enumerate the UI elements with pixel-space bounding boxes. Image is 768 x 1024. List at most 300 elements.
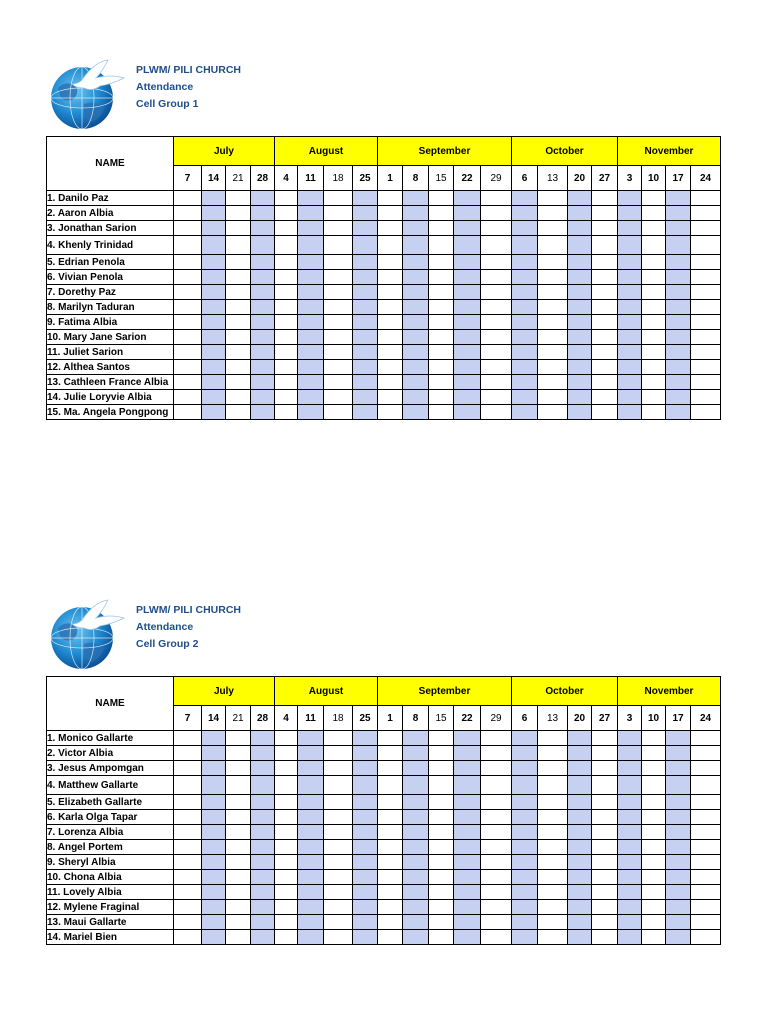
attendance-cell[interactable] bbox=[202, 915, 226, 930]
attendance-cell[interactable] bbox=[592, 930, 618, 945]
attendance-cell[interactable] bbox=[251, 255, 275, 270]
attendance-cell[interactable] bbox=[226, 255, 251, 270]
attendance-cell[interactable] bbox=[538, 915, 568, 930]
attendance-cell[interactable] bbox=[666, 746, 691, 761]
attendance-cell[interactable] bbox=[454, 761, 481, 776]
attendance-cell[interactable] bbox=[538, 855, 568, 870]
attendance-cell[interactable] bbox=[324, 885, 353, 900]
attendance-cell[interactable] bbox=[275, 405, 298, 420]
attendance-cell[interactable] bbox=[324, 221, 353, 236]
attendance-cell[interactable] bbox=[512, 345, 538, 360]
attendance-cell[interactable] bbox=[251, 206, 275, 221]
attendance-cell[interactable] bbox=[592, 285, 618, 300]
attendance-cell[interactable] bbox=[666, 191, 691, 206]
attendance-cell[interactable] bbox=[481, 206, 512, 221]
attendance-cell[interactable] bbox=[429, 731, 454, 746]
attendance-cell[interactable] bbox=[618, 870, 642, 885]
attendance-cell[interactable] bbox=[568, 285, 592, 300]
attendance-cell[interactable] bbox=[481, 236, 512, 255]
attendance-cell[interactable] bbox=[642, 795, 666, 810]
attendance-cell[interactable] bbox=[298, 840, 324, 855]
attendance-cell[interactable] bbox=[353, 855, 378, 870]
attendance-cell[interactable] bbox=[378, 405, 403, 420]
attendance-cell[interactable] bbox=[378, 825, 403, 840]
attendance-cell[interactable] bbox=[226, 855, 251, 870]
attendance-cell[interactable] bbox=[429, 405, 454, 420]
attendance-cell[interactable] bbox=[251, 300, 275, 315]
attendance-cell[interactable] bbox=[429, 390, 454, 405]
attendance-cell[interactable] bbox=[353, 915, 378, 930]
attendance-cell[interactable] bbox=[512, 761, 538, 776]
attendance-cell[interactable] bbox=[691, 390, 721, 405]
attendance-cell[interactable] bbox=[642, 900, 666, 915]
attendance-cell[interactable] bbox=[429, 915, 454, 930]
attendance-cell[interactable] bbox=[538, 900, 568, 915]
attendance-cell[interactable] bbox=[454, 390, 481, 405]
attendance-cell[interactable] bbox=[592, 236, 618, 255]
attendance-cell[interactable] bbox=[568, 840, 592, 855]
attendance-cell[interactable] bbox=[666, 885, 691, 900]
attendance-cell[interactable] bbox=[353, 795, 378, 810]
attendance-cell[interactable] bbox=[568, 930, 592, 945]
attendance-cell[interactable] bbox=[568, 855, 592, 870]
attendance-cell[interactable] bbox=[378, 930, 403, 945]
attendance-cell[interactable] bbox=[226, 285, 251, 300]
attendance-cell[interactable] bbox=[691, 375, 721, 390]
attendance-cell[interactable] bbox=[275, 885, 298, 900]
attendance-cell[interactable] bbox=[378, 206, 403, 221]
attendance-cell[interactable] bbox=[666, 360, 691, 375]
attendance-cell[interactable] bbox=[353, 206, 378, 221]
attendance-cell[interactable] bbox=[538, 795, 568, 810]
attendance-cell[interactable] bbox=[512, 330, 538, 345]
attendance-cell[interactable] bbox=[403, 360, 429, 375]
attendance-cell[interactable] bbox=[275, 255, 298, 270]
attendance-cell[interactable] bbox=[403, 405, 429, 420]
attendance-cell[interactable] bbox=[481, 915, 512, 930]
attendance-cell[interactable] bbox=[454, 746, 481, 761]
attendance-cell[interactable] bbox=[538, 285, 568, 300]
attendance-cell[interactable] bbox=[666, 300, 691, 315]
attendance-cell[interactable] bbox=[666, 795, 691, 810]
attendance-cell[interactable] bbox=[275, 221, 298, 236]
attendance-cell[interactable] bbox=[512, 915, 538, 930]
attendance-cell[interactable] bbox=[666, 900, 691, 915]
attendance-cell[interactable] bbox=[429, 900, 454, 915]
attendance-cell[interactable] bbox=[403, 870, 429, 885]
attendance-cell[interactable] bbox=[429, 761, 454, 776]
attendance-cell[interactable] bbox=[429, 810, 454, 825]
attendance-cell[interactable] bbox=[226, 360, 251, 375]
attendance-cell[interactable] bbox=[174, 795, 202, 810]
attendance-cell[interactable] bbox=[298, 221, 324, 236]
attendance-cell[interactable] bbox=[353, 330, 378, 345]
attendance-cell[interactable] bbox=[642, 270, 666, 285]
attendance-cell[interactable] bbox=[538, 825, 568, 840]
attendance-cell[interactable] bbox=[353, 825, 378, 840]
attendance-cell[interactable] bbox=[174, 285, 202, 300]
attendance-cell[interactable] bbox=[592, 315, 618, 330]
attendance-cell[interactable] bbox=[691, 776, 721, 795]
attendance-cell[interactable] bbox=[353, 810, 378, 825]
attendance-cell[interactable] bbox=[481, 345, 512, 360]
attendance-cell[interactable] bbox=[454, 315, 481, 330]
attendance-cell[interactable] bbox=[538, 731, 568, 746]
attendance-cell[interactable] bbox=[403, 315, 429, 330]
attendance-cell[interactable] bbox=[592, 375, 618, 390]
attendance-cell[interactable] bbox=[429, 840, 454, 855]
attendance-cell[interactable] bbox=[298, 915, 324, 930]
attendance-cell[interactable] bbox=[353, 221, 378, 236]
attendance-cell[interactable] bbox=[512, 900, 538, 915]
attendance-cell[interactable] bbox=[512, 825, 538, 840]
attendance-cell[interactable] bbox=[324, 206, 353, 221]
attendance-cell[interactable] bbox=[324, 330, 353, 345]
attendance-cell[interactable] bbox=[324, 795, 353, 810]
attendance-cell[interactable] bbox=[691, 191, 721, 206]
attendance-cell[interactable] bbox=[378, 221, 403, 236]
attendance-cell[interactable] bbox=[568, 900, 592, 915]
attendance-cell[interactable] bbox=[174, 870, 202, 885]
attendance-cell[interactable] bbox=[481, 191, 512, 206]
attendance-cell[interactable] bbox=[642, 285, 666, 300]
attendance-cell[interactable] bbox=[275, 270, 298, 285]
attendance-cell[interactable] bbox=[226, 330, 251, 345]
attendance-cell[interactable] bbox=[538, 345, 568, 360]
attendance-cell[interactable] bbox=[324, 810, 353, 825]
attendance-cell[interactable] bbox=[353, 285, 378, 300]
attendance-cell[interactable] bbox=[174, 221, 202, 236]
attendance-cell[interactable] bbox=[202, 795, 226, 810]
attendance-cell[interactable] bbox=[666, 776, 691, 795]
attendance-cell[interactable] bbox=[512, 191, 538, 206]
attendance-cell[interactable] bbox=[378, 191, 403, 206]
attendance-cell[interactable] bbox=[251, 191, 275, 206]
attendance-cell[interactable] bbox=[275, 345, 298, 360]
attendance-cell[interactable] bbox=[568, 776, 592, 795]
attendance-cell[interactable] bbox=[226, 300, 251, 315]
attendance-cell[interactable] bbox=[691, 330, 721, 345]
attendance-cell[interactable] bbox=[642, 810, 666, 825]
attendance-cell[interactable] bbox=[324, 746, 353, 761]
attendance-cell[interactable] bbox=[226, 885, 251, 900]
attendance-cell[interactable] bbox=[251, 930, 275, 945]
attendance-cell[interactable] bbox=[353, 270, 378, 285]
attendance-cell[interactable] bbox=[324, 405, 353, 420]
attendance-cell[interactable] bbox=[642, 930, 666, 945]
attendance-cell[interactable] bbox=[251, 390, 275, 405]
attendance-cell[interactable] bbox=[592, 255, 618, 270]
attendance-cell[interactable] bbox=[512, 405, 538, 420]
attendance-cell[interactable] bbox=[454, 300, 481, 315]
attendance-cell[interactable] bbox=[454, 375, 481, 390]
attendance-cell[interactable] bbox=[324, 270, 353, 285]
attendance-cell[interactable] bbox=[226, 270, 251, 285]
attendance-cell[interactable] bbox=[378, 855, 403, 870]
attendance-cell[interactable] bbox=[538, 270, 568, 285]
attendance-cell[interactable] bbox=[403, 885, 429, 900]
attendance-cell[interactable] bbox=[202, 315, 226, 330]
attendance-cell[interactable] bbox=[538, 221, 568, 236]
attendance-cell[interactable] bbox=[202, 840, 226, 855]
attendance-cell[interactable] bbox=[481, 390, 512, 405]
attendance-cell[interactable] bbox=[202, 390, 226, 405]
attendance-cell[interactable] bbox=[512, 930, 538, 945]
attendance-cell[interactable] bbox=[538, 870, 568, 885]
attendance-cell[interactable] bbox=[618, 915, 642, 930]
attendance-cell[interactable] bbox=[378, 315, 403, 330]
attendance-cell[interactable] bbox=[618, 315, 642, 330]
attendance-cell[interactable] bbox=[429, 776, 454, 795]
attendance-cell[interactable] bbox=[251, 270, 275, 285]
attendance-cell[interactable] bbox=[592, 731, 618, 746]
attendance-cell[interactable] bbox=[378, 270, 403, 285]
attendance-cell[interactable] bbox=[666, 930, 691, 945]
attendance-cell[interactable] bbox=[538, 746, 568, 761]
attendance-cell[interactable] bbox=[202, 285, 226, 300]
attendance-cell[interactable] bbox=[481, 285, 512, 300]
attendance-cell[interactable] bbox=[251, 405, 275, 420]
attendance-cell[interactable] bbox=[202, 761, 226, 776]
attendance-cell[interactable] bbox=[324, 255, 353, 270]
attendance-cell[interactable] bbox=[298, 810, 324, 825]
attendance-cell[interactable] bbox=[568, 885, 592, 900]
attendance-cell[interactable] bbox=[226, 191, 251, 206]
attendance-cell[interactable] bbox=[538, 840, 568, 855]
attendance-cell[interactable] bbox=[174, 776, 202, 795]
attendance-cell[interactable] bbox=[353, 390, 378, 405]
attendance-cell[interactable] bbox=[618, 300, 642, 315]
attendance-cell[interactable] bbox=[353, 930, 378, 945]
attendance-cell[interactable] bbox=[691, 795, 721, 810]
attendance-cell[interactable] bbox=[378, 285, 403, 300]
attendance-cell[interactable] bbox=[174, 930, 202, 945]
attendance-cell[interactable] bbox=[666, 855, 691, 870]
attendance-cell[interactable] bbox=[538, 206, 568, 221]
attendance-cell[interactable] bbox=[642, 221, 666, 236]
attendance-cell[interactable] bbox=[403, 795, 429, 810]
attendance-cell[interactable] bbox=[666, 915, 691, 930]
attendance-cell[interactable] bbox=[481, 930, 512, 945]
attendance-cell[interactable] bbox=[174, 191, 202, 206]
attendance-cell[interactable] bbox=[592, 360, 618, 375]
attendance-cell[interactable] bbox=[592, 221, 618, 236]
attendance-cell[interactable] bbox=[378, 915, 403, 930]
attendance-cell[interactable] bbox=[481, 825, 512, 840]
attendance-cell[interactable] bbox=[226, 900, 251, 915]
attendance-cell[interactable] bbox=[251, 360, 275, 375]
attendance-cell[interactable] bbox=[174, 360, 202, 375]
attendance-cell[interactable] bbox=[378, 375, 403, 390]
attendance-cell[interactable] bbox=[353, 746, 378, 761]
attendance-cell[interactable] bbox=[691, 915, 721, 930]
attendance-cell[interactable] bbox=[481, 315, 512, 330]
attendance-cell[interactable] bbox=[226, 221, 251, 236]
attendance-cell[interactable] bbox=[618, 761, 642, 776]
attendance-cell[interactable] bbox=[174, 825, 202, 840]
attendance-cell[interactable] bbox=[226, 776, 251, 795]
attendance-cell[interactable] bbox=[429, 795, 454, 810]
attendance-cell[interactable] bbox=[298, 900, 324, 915]
attendance-cell[interactable] bbox=[666, 236, 691, 255]
attendance-cell[interactable] bbox=[174, 236, 202, 255]
attendance-cell[interactable] bbox=[691, 206, 721, 221]
attendance-cell[interactable] bbox=[251, 731, 275, 746]
attendance-cell[interactable] bbox=[275, 915, 298, 930]
attendance-cell[interactable] bbox=[298, 285, 324, 300]
attendance-cell[interactable] bbox=[454, 731, 481, 746]
attendance-cell[interactable] bbox=[403, 390, 429, 405]
attendance-cell[interactable] bbox=[481, 810, 512, 825]
attendance-cell[interactable] bbox=[666, 761, 691, 776]
attendance-cell[interactable] bbox=[568, 731, 592, 746]
attendance-cell[interactable] bbox=[666, 375, 691, 390]
attendance-cell[interactable] bbox=[275, 375, 298, 390]
attendance-cell[interactable] bbox=[429, 885, 454, 900]
attendance-cell[interactable] bbox=[481, 405, 512, 420]
attendance-cell[interactable] bbox=[202, 255, 226, 270]
attendance-cell[interactable] bbox=[251, 761, 275, 776]
attendance-cell[interactable] bbox=[481, 731, 512, 746]
attendance-cell[interactable] bbox=[298, 825, 324, 840]
attendance-cell[interactable] bbox=[275, 761, 298, 776]
attendance-cell[interactable] bbox=[275, 870, 298, 885]
attendance-cell[interactable] bbox=[202, 810, 226, 825]
attendance-cell[interactable] bbox=[378, 300, 403, 315]
attendance-cell[interactable] bbox=[298, 330, 324, 345]
attendance-cell[interactable] bbox=[353, 300, 378, 315]
attendance-cell[interactable] bbox=[481, 360, 512, 375]
attendance-cell[interactable] bbox=[429, 825, 454, 840]
attendance-cell[interactable] bbox=[353, 885, 378, 900]
attendance-cell[interactable] bbox=[353, 375, 378, 390]
attendance-cell[interactable] bbox=[568, 255, 592, 270]
attendance-cell[interactable] bbox=[324, 300, 353, 315]
attendance-cell[interactable] bbox=[202, 236, 226, 255]
attendance-cell[interactable] bbox=[429, 236, 454, 255]
attendance-cell[interactable] bbox=[275, 390, 298, 405]
attendance-cell[interactable] bbox=[512, 855, 538, 870]
attendance-cell[interactable] bbox=[454, 825, 481, 840]
attendance-cell[interactable] bbox=[481, 221, 512, 236]
attendance-cell[interactable] bbox=[298, 885, 324, 900]
attendance-cell[interactable] bbox=[666, 731, 691, 746]
attendance-cell[interactable] bbox=[251, 915, 275, 930]
attendance-cell[interactable] bbox=[403, 776, 429, 795]
attendance-cell[interactable] bbox=[275, 900, 298, 915]
attendance-cell[interactable] bbox=[568, 405, 592, 420]
attendance-cell[interactable] bbox=[568, 825, 592, 840]
attendance-cell[interactable] bbox=[666, 825, 691, 840]
attendance-cell[interactable] bbox=[691, 315, 721, 330]
attendance-cell[interactable] bbox=[202, 776, 226, 795]
attendance-cell[interactable] bbox=[226, 840, 251, 855]
attendance-cell[interactable] bbox=[481, 300, 512, 315]
attendance-cell[interactable] bbox=[174, 315, 202, 330]
attendance-cell[interactable] bbox=[538, 776, 568, 795]
attendance-cell[interactable] bbox=[403, 746, 429, 761]
attendance-cell[interactable] bbox=[378, 731, 403, 746]
attendance-cell[interactable] bbox=[403, 731, 429, 746]
attendance-cell[interactable] bbox=[174, 405, 202, 420]
attendance-cell[interactable] bbox=[618, 900, 642, 915]
attendance-cell[interactable] bbox=[481, 746, 512, 761]
attendance-cell[interactable] bbox=[691, 300, 721, 315]
attendance-cell[interactable] bbox=[642, 731, 666, 746]
attendance-cell[interactable] bbox=[592, 810, 618, 825]
attendance-cell[interactable] bbox=[251, 810, 275, 825]
attendance-cell[interactable] bbox=[666, 206, 691, 221]
attendance-cell[interactable] bbox=[226, 315, 251, 330]
attendance-cell[interactable] bbox=[568, 915, 592, 930]
attendance-cell[interactable] bbox=[512, 285, 538, 300]
attendance-cell[interactable] bbox=[512, 840, 538, 855]
attendance-cell[interactable] bbox=[666, 840, 691, 855]
attendance-cell[interactable] bbox=[298, 761, 324, 776]
attendance-cell[interactable] bbox=[378, 255, 403, 270]
attendance-cell[interactable] bbox=[481, 270, 512, 285]
attendance-cell[interactable] bbox=[592, 825, 618, 840]
attendance-cell[interactable] bbox=[298, 870, 324, 885]
attendance-cell[interactable] bbox=[378, 236, 403, 255]
attendance-cell[interactable] bbox=[512, 236, 538, 255]
attendance-cell[interactable] bbox=[251, 285, 275, 300]
attendance-cell[interactable] bbox=[568, 206, 592, 221]
attendance-cell[interactable] bbox=[324, 191, 353, 206]
attendance-cell[interactable] bbox=[592, 761, 618, 776]
attendance-cell[interactable] bbox=[403, 330, 429, 345]
attendance-cell[interactable] bbox=[568, 345, 592, 360]
attendance-cell[interactable] bbox=[275, 825, 298, 840]
attendance-cell[interactable] bbox=[481, 870, 512, 885]
attendance-cell[interactable] bbox=[324, 375, 353, 390]
attendance-cell[interactable] bbox=[429, 375, 454, 390]
attendance-cell[interactable] bbox=[324, 870, 353, 885]
attendance-cell[interactable] bbox=[429, 870, 454, 885]
attendance-cell[interactable] bbox=[454, 206, 481, 221]
attendance-cell[interactable] bbox=[512, 315, 538, 330]
attendance-cell[interactable] bbox=[202, 270, 226, 285]
attendance-cell[interactable] bbox=[275, 285, 298, 300]
attendance-cell[interactable] bbox=[618, 330, 642, 345]
attendance-cell[interactable] bbox=[642, 825, 666, 840]
attendance-cell[interactable] bbox=[403, 300, 429, 315]
attendance-cell[interactable] bbox=[403, 285, 429, 300]
attendance-cell[interactable] bbox=[251, 776, 275, 795]
attendance-cell[interactable] bbox=[618, 885, 642, 900]
attendance-cell[interactable] bbox=[512, 731, 538, 746]
attendance-cell[interactable] bbox=[592, 915, 618, 930]
attendance-cell[interactable] bbox=[226, 930, 251, 945]
attendance-cell[interactable] bbox=[568, 360, 592, 375]
attendance-cell[interactable] bbox=[481, 855, 512, 870]
attendance-cell[interactable] bbox=[324, 825, 353, 840]
attendance-cell[interactable] bbox=[226, 405, 251, 420]
attendance-cell[interactable] bbox=[298, 746, 324, 761]
attendance-cell[interactable] bbox=[642, 390, 666, 405]
attendance-cell[interactable] bbox=[618, 825, 642, 840]
attendance-cell[interactable] bbox=[666, 405, 691, 420]
attendance-cell[interactable] bbox=[251, 855, 275, 870]
attendance-cell[interactable] bbox=[324, 776, 353, 795]
attendance-cell[interactable] bbox=[275, 315, 298, 330]
attendance-cell[interactable] bbox=[403, 825, 429, 840]
attendance-cell[interactable] bbox=[202, 330, 226, 345]
attendance-cell[interactable] bbox=[324, 900, 353, 915]
attendance-cell[interactable] bbox=[642, 405, 666, 420]
attendance-cell[interactable] bbox=[298, 345, 324, 360]
attendance-cell[interactable] bbox=[226, 795, 251, 810]
